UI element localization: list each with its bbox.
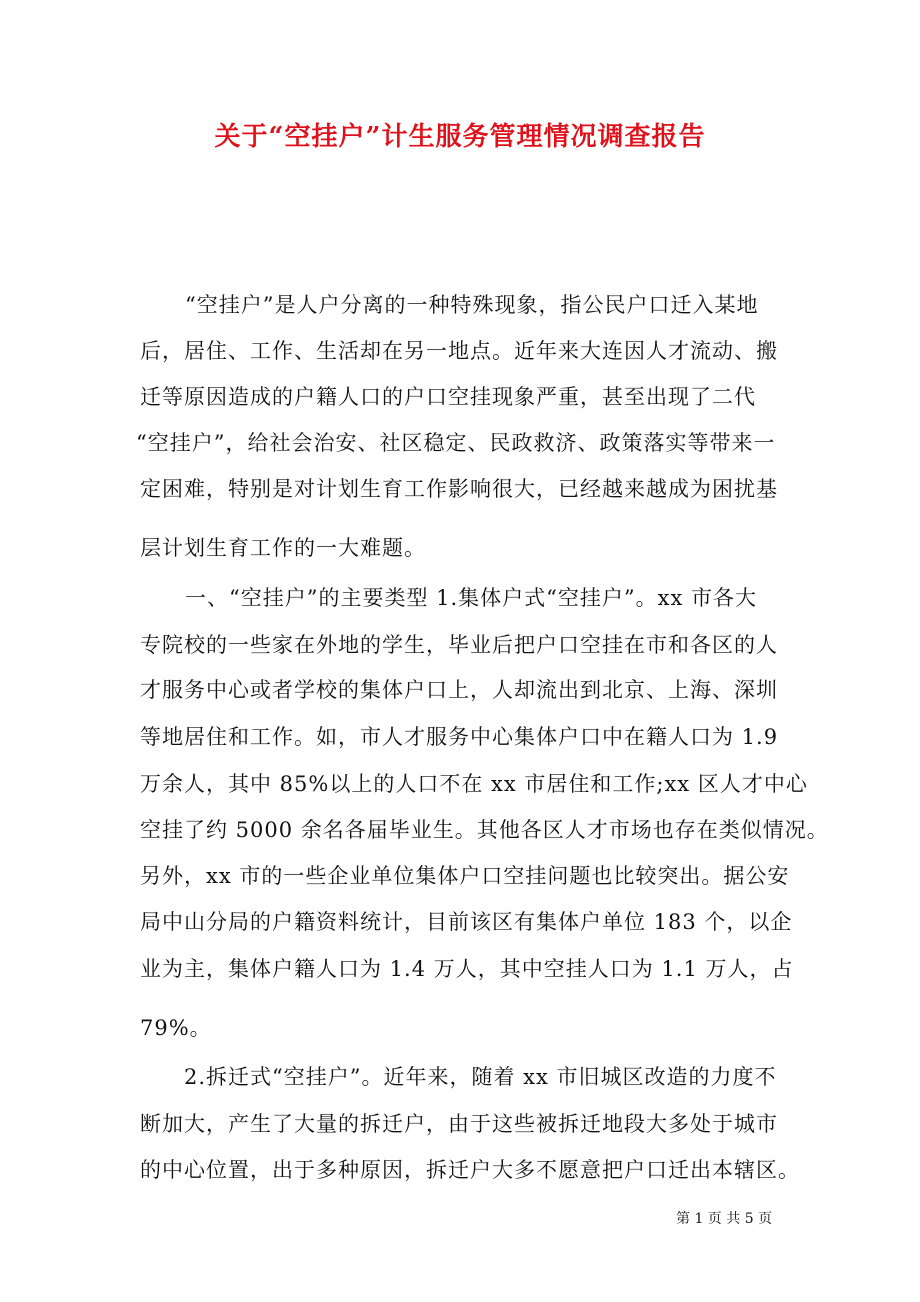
text-line: 迁等原因造成的户籍人口的户口空挂现象严重，甚至出现了二代 <box>140 385 756 409</box>
page-number: 第 1 页 共 5 页 <box>676 1211 773 1227</box>
text-line: 后，居住、工作、生活却在另一地点。近年来大连因人才流动、搬 <box>140 339 778 363</box>
text-line: 的中心位置，出于多种原因，拆迁户大多不愿意把户口迁出本辖区。 <box>140 1158 800 1182</box>
text-line: 定困难，特别是对计划生育工作影响很大，已经越来越成为困扰基 <box>140 477 778 501</box>
text-line: 万余人，其中 85%以上的人口不在 xx 市居住和工作;xx 区人才中心 <box>140 772 808 796</box>
text-line: “空挂户”是人户分离的一种特殊现象，指公民户口迁入某地 <box>185 293 759 317</box>
text-line: 业为主，集体户籍人口为 1.4 万人，其中空挂人口为 1.1 万人，占 <box>140 957 794 981</box>
text-line: 空挂了约 5000 余名各届毕业生。其他各区人才市场也存在类似情况。 <box>140 818 829 842</box>
text-line: 等地居住和工作。如，市人才服务中心集体户口中在籍人口为 1.9 <box>140 725 779 749</box>
text-line: 另外，xx 市的一些企业单位集体户口空挂问题也比较突出。据公安 <box>140 864 790 888</box>
text-line: 才服务中心或者学校的集体户口上，人却流出到北京、上海、深圳 <box>140 678 778 702</box>
text-line: 2.拆迁式“空挂户”。近年来，随着 xx 市旧城区改造的力度不 <box>184 1065 777 1089</box>
text-line: 专院校的一些家在外地的学生，毕业后把户口空挂在市和各区的人 <box>140 633 778 657</box>
text-line: 79%。 <box>140 1016 212 1040</box>
text-line: 一、“空挂户”的主要类型 1.集体户式“空挂户”。xx 市各大 <box>185 586 758 610</box>
text-line: 局中山分局的户籍资料统计，目前该区有集体户单位 183 个，以企 <box>140 910 793 934</box>
text-line: 层计划生育工作的一大难题。 <box>140 536 426 560</box>
document-title: 关于“空挂户”计生服务管理情况调查报告 <box>214 122 706 152</box>
text-line: 断加大，产生了大量的拆迁户，由于这些被拆迁地段大多处于城市 <box>140 1112 778 1136</box>
text-line: “空挂户”，给社会治安、社区稳定、民政救济、政策落实等带来一 <box>136 431 776 455</box>
